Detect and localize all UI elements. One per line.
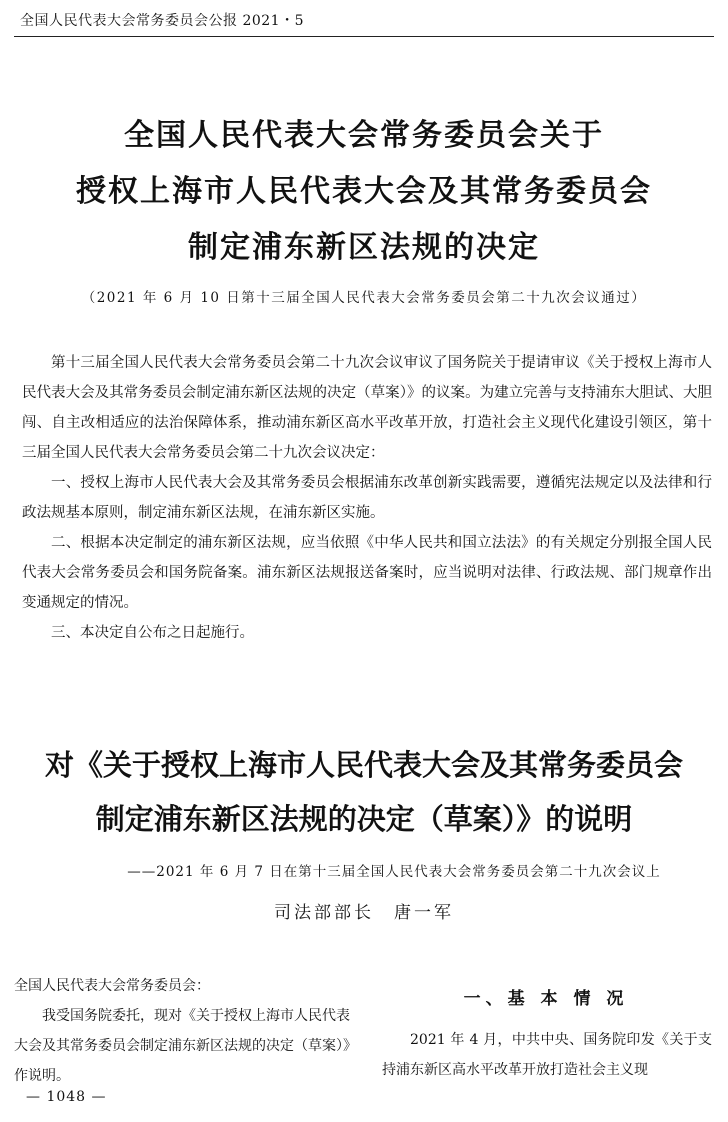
decision-paragraph: 第十三届全国人民代表大会常务委员会第二十九次会议审议了国务院关于提请审议《关于授权上海市人民代表大会及其常务委员会制定浦东新区法规的决定（草案）》的议案。为建立完善与支持浦东大胆试、大胆闯、自主改相适应的法治保障体系，推动浦东新区高水平改革开放，打造社会主义现代化建设引领区，第十三届全国人民代表大会常务委员会第二十九次会议决定： (22, 355, 712, 461)
decision-title-line-1: 全国人民代表大会常务委员会关于 (124, 118, 604, 153)
section-paragraph: 2021 年 4 月，中共中央、国务院印发《关于支持浦东新区高水平改革开放打造社会主义现 (382, 1032, 712, 1078)
explanation-title-line-1: 对《关于授权上海市人民代表大会及其常务委员会 (44, 748, 683, 782)
adoption-note: （2021 年 6 月 10 日第十三届全国人民代表大会常务委员会第二十九次会议通过） (81, 290, 647, 306)
decision-body (22, 348, 712, 648)
header-divider (14, 36, 714, 37)
decision-paragraph: 一、授权上海市人民代表大会及其常务委员会根据浦东改革创新实践需要，遵循宪法规定以及法律和行政法规基本原则，制定浦东新区法规，在浦东新区实施。 (22, 475, 712, 521)
decision-paragraph: 三、本决定自公布之日起施行。 (51, 625, 254, 641)
speech-occasion: ——2021 年 6 月 7 日在第十三届全国人民代表大会常务委员会第二十九次会议上 (127, 864, 661, 880)
decision-title-line-3: 制定浦东新区法规的决定 (188, 230, 540, 265)
explanation-title-line-2: 制定浦东新区法规的决定（草案）》的说明 (95, 802, 633, 836)
intro-paragraph: 我受国务院委托，现对《关于授权上海市人民代表大会及其常务委员会制定浦东新区法规的决定（草案）》作说明。 (14, 1008, 350, 1084)
running-head: 全国人民代表大会常务委员会公报 2021・5 (20, 13, 304, 29)
salutation: 全国人民代表大会常务委员会： (14, 978, 210, 994)
decision-paragraph: 二、根据本决定制定的浦东新区法规，应当依照《中华人民共和国立法法》的有关规定分别报全国人民代表大会常务委员会和国务院备案。浦东新区法规报送备案时，应当说明对法律、行政法规、部门规章作出变通规定的情况。 (22, 535, 712, 611)
right-column (382, 1025, 712, 1085)
decision-title-line-2: 授权上海市人民代表大会及其常务委员会 (76, 174, 652, 209)
speaker-line: 司法部部长 唐一军 (274, 903, 454, 923)
section-heading: 一、基 本 情 况 (463, 989, 629, 1009)
page-number: — 1048 — (26, 1089, 107, 1105)
left-column (14, 971, 354, 1091)
